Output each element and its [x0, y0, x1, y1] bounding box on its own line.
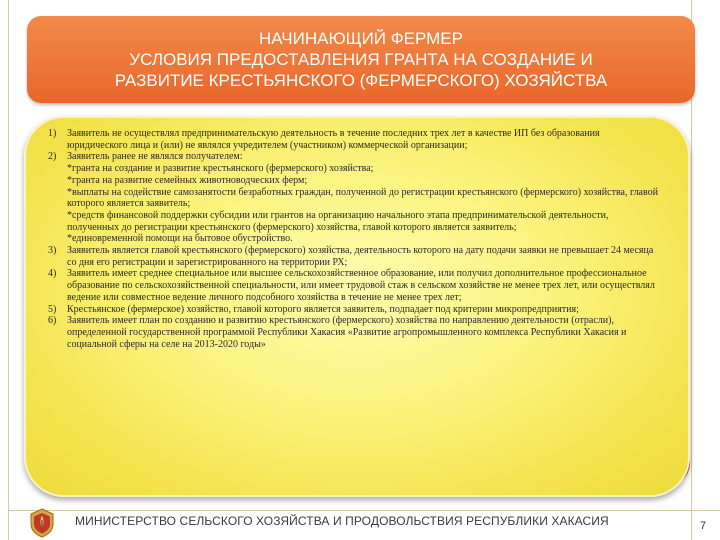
list-item-number: 6) — [48, 315, 57, 327]
list-item — [48, 268, 660, 303]
list-item-text: Заявитель имеет план по созданию и развитию крестьянского (фермерского) хозяйства по направлению деятельности (отрасли), определенной государственной программой Республики Хакасия «Развитие агропромышленного комплекса Республики Хакасия и социальной сферы на селе на 2013-2020 годы» — [67, 315, 627, 350]
page-number: 7 — [700, 520, 707, 532]
slide-title-line-1: НАЧИНАЮЩИЙ ФЕРМЕР — [259, 29, 463, 48]
emblem-icon — [29, 508, 55, 538]
list-item-number: 2) — [48, 151, 57, 163]
list-sub-item: *средств финансовой поддержки субсидии или грантов на организацию начального этапа предпринимательской деятельности, полученных до регистрации крестьянского (фермерского) хозяйства, главой которого является заявитель; — [67, 209, 609, 233]
list-item-number: 5) — [48, 303, 57, 315]
list-sub-item: *гранта на развитие семейных животноводческих ферм; — [67, 174, 308, 186]
list-item-number: 1) — [48, 128, 57, 139]
list-sub-item: *единовременной помощи на бытовое обустройство. — [67, 233, 293, 245]
list-item-number: 4) — [48, 268, 57, 280]
slide-title-line-3: РАЗВИТИЕ КРЕСТЬЯНСКОГО (ФЕРМЕРСКОГО) ХОЗЯЙСТВА — [114, 71, 608, 90]
list-item — [48, 128, 660, 151]
list-item — [48, 304, 660, 316]
list-item — [48, 245, 660, 268]
list-item — [48, 315, 660, 350]
slide-left-border — [8, 0, 9, 540]
list-sub-item: *гранта на создание и развитие крестьянского (фермерского) хозяйства; — [67, 163, 374, 175]
list-item-text: Заявитель является главой крестьянского (фермерского) хозяйства, деятельность которого на дату подачи заявки не превышает 24 месяца со дня его регистрации и зарегистрированного на территории РХ; — [67, 245, 654, 268]
footer-ministry-name: МИНИСТЕРСТВО СЕЛЬСКОГО ХОЗЯЙСТВА И ПРОДОВОЛЬСТВИЯ РЕСПУБЛИКИ ХАКАСИЯ — [75, 514, 609, 528]
list-item-number: 3) — [48, 245, 57, 257]
slide-bottom-border — [8, 510, 720, 511]
list-item-text: Заявитель имеет среднее специальное или высшее сельскохозяйственное образование, или получил дополнительное профессиональное образование по сельскохозяйственной специальности, или имеет трудовой стаж в сельском хозяйстве не менее трех лет, или осуществлял ведение или совместное ведение личного подсобного хозяйства в течение не менее трех лет; — [67, 268, 655, 303]
conditions-list — [48, 128, 660, 350]
list-sub-item: *выплаты на содействие самозанятости безработных граждан, полученной до регистрации крестьянского (фермерского) хозяйства, главой которого является заявитель; — [67, 186, 658, 210]
list-item-text: Заявитель ранее не являлся получателем: — [67, 151, 243, 163]
slide-title-line-2: УСЛОВИЯ ПРЕДОСТАВЛЕНИЯ ГРАНТА НА СОЗДАНИЕ И — [129, 50, 593, 69]
list-item-text: Крестьянское (фермерское) хозяйство, главой которого является заявитель, подпадает под критерии микропредприятия; — [67, 303, 579, 315]
list-item — [48, 151, 660, 245]
list-item-text: Заявитель не осуществлял предпринимательскую деятельность в течение последних трех лет в качестве ИП без образования юридического лица и (или) не являлся учредителем (участником) коммерческой организации; — [67, 128, 600, 151]
slide-title-box — [27, 16, 695, 103]
